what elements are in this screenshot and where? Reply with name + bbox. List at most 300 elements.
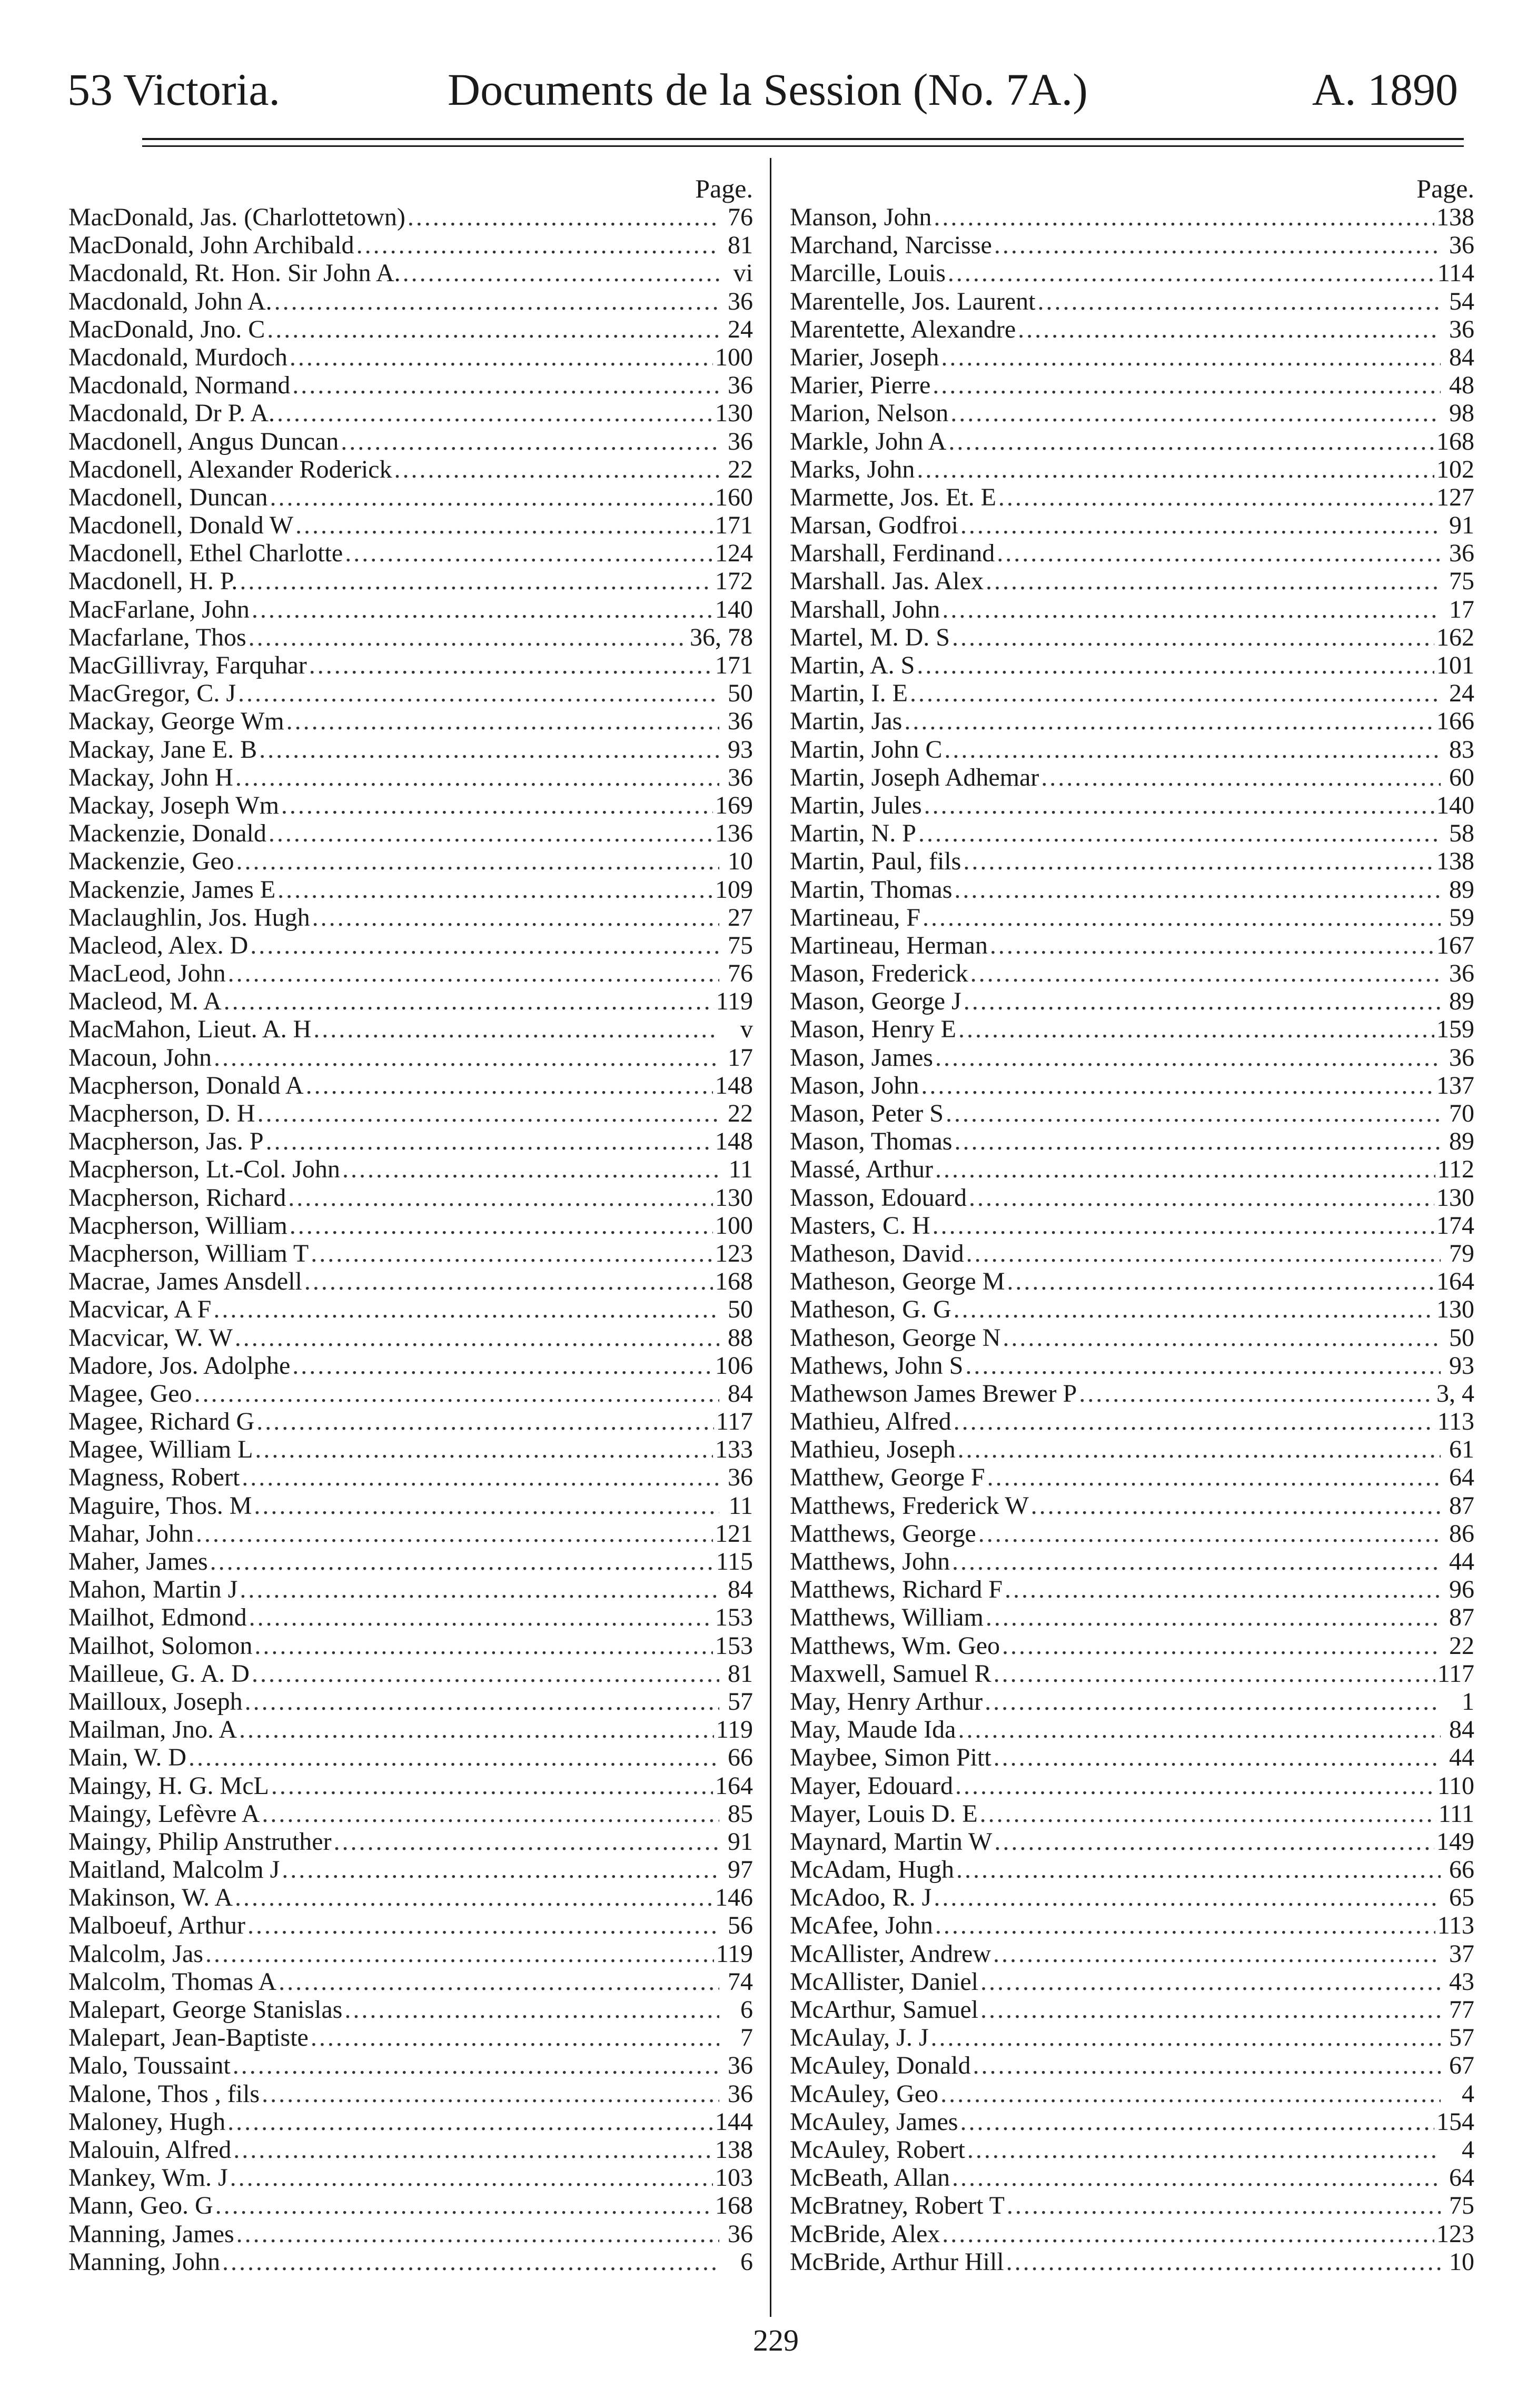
index-entry bbox=[790, 288, 1474, 315]
entry-page: 148 bbox=[715, 1127, 753, 1156]
entry-page: 61 bbox=[1449, 1435, 1474, 1464]
entry-name: Maingy, Lefèvre A bbox=[68, 1799, 260, 1828]
index-entry bbox=[790, 596, 1474, 623]
entry-name: Macdonell, H. P. bbox=[68, 567, 238, 596]
dot-leader bbox=[960, 2108, 1434, 2136]
entry-page: 113 bbox=[1437, 1408, 1474, 1436]
index-entry bbox=[790, 876, 1474, 904]
entry-name: Mailhot, Edmond bbox=[68, 1603, 247, 1632]
entry-name: Mailleue, G. A. D bbox=[68, 1659, 250, 1688]
entry-page: 114 bbox=[1437, 259, 1474, 288]
dot-leader bbox=[247, 1911, 719, 1939]
entry-page: 79 bbox=[1449, 1239, 1474, 1267]
entry-page: 97 bbox=[728, 1856, 753, 1884]
entry-page: 88 bbox=[728, 1323, 753, 1352]
index-entry bbox=[68, 399, 753, 427]
entry-page: 27 bbox=[728, 903, 753, 932]
index-entry bbox=[68, 567, 753, 595]
entry-page: 140 bbox=[715, 595, 753, 623]
entry-page: 36, 78 bbox=[690, 623, 753, 651]
entry-name: Mason, Thomas bbox=[790, 1127, 953, 1156]
index-entry bbox=[68, 1603, 753, 1631]
dot-leader bbox=[1005, 1575, 1441, 1603]
entry-page: 168 bbox=[715, 2192, 753, 2220]
entry-page: 87 bbox=[1449, 1603, 1474, 1632]
entry-page: 84 bbox=[728, 1575, 753, 1604]
entry-page: 168 bbox=[1436, 427, 1474, 455]
entry-page: 117 bbox=[1437, 1659, 1474, 1688]
index-entry bbox=[68, 1352, 753, 1380]
index-entry bbox=[68, 1380, 753, 1408]
entry-name: Manning, John bbox=[68, 2247, 220, 2276]
dot-leader bbox=[958, 1435, 1441, 1463]
header-year: A. 1890 bbox=[1312, 64, 1458, 115]
entry-page: 50 bbox=[1449, 1323, 1474, 1352]
dot-leader bbox=[277, 876, 713, 904]
dot-leader bbox=[313, 1015, 719, 1043]
entry-page: 109 bbox=[715, 875, 753, 904]
index-entry bbox=[68, 1968, 753, 1996]
dot-leader bbox=[980, 1968, 1441, 1996]
index-entry bbox=[790, 736, 1474, 764]
dot-leader bbox=[993, 1940, 1441, 1968]
index-entry bbox=[790, 1856, 1474, 1884]
entry-name: MacLeod, John bbox=[68, 959, 226, 988]
index-entry bbox=[790, 1240, 1474, 1267]
index-entry bbox=[68, 1155, 753, 1183]
entry-page: 22 bbox=[728, 455, 753, 483]
index-entry bbox=[790, 511, 1474, 539]
entry-name: Magee, William L bbox=[68, 1435, 253, 1464]
dot-leader bbox=[239, 1716, 714, 1743]
dot-leader bbox=[987, 1463, 1441, 1491]
dot-leader bbox=[240, 567, 713, 595]
dot-leader bbox=[973, 2052, 1441, 2079]
index-entry bbox=[790, 1072, 1474, 1099]
entry-name: Malepart, George Stanislas bbox=[68, 1996, 343, 2024]
entry-name: Manning, James bbox=[68, 2219, 234, 2248]
index-entry bbox=[790, 259, 1474, 287]
entry-page: 89 bbox=[1449, 987, 1474, 1016]
index-entry bbox=[790, 1632, 1474, 1660]
dot-leader bbox=[270, 483, 713, 511]
dot-leader bbox=[236, 2220, 719, 2248]
index-entry bbox=[68, 343, 753, 371]
entry-page: 115 bbox=[716, 1548, 753, 1575]
entry-page: 75 bbox=[1449, 2192, 1474, 2220]
entry-page: vi bbox=[733, 259, 753, 288]
index-entry bbox=[68, 1044, 753, 1072]
dot-leader bbox=[935, 1911, 1435, 1939]
dot-leader bbox=[1007, 2192, 1441, 2219]
dot-leader bbox=[259, 736, 719, 764]
entry-name: Macdonell, Angus Duncan bbox=[68, 427, 339, 455]
entry-page: 36 bbox=[728, 707, 753, 736]
index-entry bbox=[790, 2052, 1474, 2079]
index-entry bbox=[790, 2164, 1474, 2192]
dot-leader bbox=[334, 1828, 719, 1856]
index-entry bbox=[790, 1380, 1474, 1408]
dot-leader bbox=[311, 1240, 713, 1267]
index-entry bbox=[790, 2192, 1474, 2219]
entry-page: 160 bbox=[715, 483, 753, 511]
dot-leader bbox=[964, 987, 1441, 1015]
dot-leader bbox=[917, 651, 1434, 679]
entry-name: Masson, Edouard bbox=[790, 1183, 967, 1212]
dot-leader bbox=[227, 2108, 713, 2136]
entry-page: 36 bbox=[1449, 1043, 1474, 1072]
index-entry bbox=[790, 1352, 1474, 1380]
entry-name: Macpherson, Richard bbox=[68, 1183, 286, 1212]
entry-page: 64 bbox=[1449, 1463, 1474, 1492]
index-entry bbox=[68, 1688, 753, 1716]
index-entry bbox=[68, 231, 753, 259]
dot-leader bbox=[312, 904, 719, 932]
entry-page: 117 bbox=[716, 1408, 753, 1436]
dot-leader bbox=[931, 2024, 1441, 2052]
entry-page: 171 bbox=[715, 651, 753, 679]
index-entry bbox=[790, 231, 1474, 259]
entry-name: Malboeuf, Arthur bbox=[68, 1911, 245, 1940]
entry-name: Marks, John bbox=[790, 455, 915, 483]
entry-name: Manson, John bbox=[790, 203, 932, 231]
entry-name: Marcille, Louis bbox=[790, 259, 946, 288]
entry-page: 102 bbox=[1436, 455, 1474, 483]
entry-name: Mankey, Wm. J bbox=[68, 2164, 228, 2192]
dot-leader bbox=[1031, 1492, 1441, 1520]
dot-leader bbox=[194, 1380, 719, 1408]
entry-name: Mackay, Jane E. B bbox=[68, 735, 257, 764]
entry-page: 164 bbox=[1436, 1267, 1474, 1296]
entry-name: Mackay, Joseph Wm bbox=[68, 791, 279, 819]
index-entry bbox=[68, 315, 753, 343]
entry-name: Marier, Pierre bbox=[790, 371, 931, 400]
entry-page: 84 bbox=[1449, 343, 1474, 371]
entry-name: Marion, Nelson bbox=[790, 399, 949, 428]
dot-leader bbox=[274, 288, 719, 315]
entry-page: 75 bbox=[1449, 567, 1474, 596]
dot-leader bbox=[250, 932, 719, 959]
dot-leader bbox=[344, 1996, 719, 2024]
entry-name: Matheson, David bbox=[790, 1239, 964, 1267]
index-entry bbox=[790, 1463, 1474, 1491]
entry-page: 127 bbox=[1436, 483, 1474, 511]
dot-leader bbox=[304, 1267, 713, 1295]
entry-name: Martin, Paul, fils bbox=[790, 847, 961, 876]
entry-page: 65 bbox=[1449, 1884, 1474, 1912]
entry-page: 24 bbox=[1449, 679, 1474, 708]
index-entry bbox=[68, 1856, 753, 1884]
index-entry bbox=[790, 1716, 1474, 1743]
index-entry bbox=[790, 428, 1474, 455]
entry-page: 110 bbox=[1437, 1771, 1474, 1800]
index-entry bbox=[790, 1688, 1474, 1716]
index-entry bbox=[790, 2136, 1474, 2164]
entry-page: 6 bbox=[740, 2247, 753, 2276]
entry-name: Matthew, George F bbox=[790, 1463, 985, 1492]
entry-name: Malcolm, Thomas A bbox=[68, 1967, 277, 1996]
entry-name: Matheson, George M bbox=[790, 1267, 1005, 1296]
index-entry bbox=[790, 679, 1474, 707]
entry-page: 84 bbox=[1449, 1716, 1474, 1744]
entry-page: 76 bbox=[728, 203, 753, 231]
dot-leader bbox=[222, 2248, 719, 2276]
entry-name: Marentette, Alexandre bbox=[790, 315, 1016, 343]
entry-name: Mailman, Jno. A bbox=[68, 1716, 237, 1744]
index-entry bbox=[790, 707, 1474, 735]
dot-leader bbox=[1002, 1632, 1441, 1660]
entry-name: Martin, Jas bbox=[790, 707, 903, 736]
dot-leader bbox=[1003, 1324, 1441, 1352]
index-entry bbox=[790, 2220, 1474, 2248]
index-entry bbox=[790, 1772, 1474, 1800]
dot-leader bbox=[954, 876, 1441, 904]
index-entry bbox=[68, 1127, 753, 1155]
index-entry bbox=[790, 2080, 1474, 2108]
entry-page: 130 bbox=[1436, 1183, 1474, 1212]
entry-name: Makinson, W. A bbox=[68, 1884, 233, 1912]
entry-name: Matthews, Frederick W bbox=[790, 1491, 1029, 1520]
entry-page: 172 bbox=[715, 567, 753, 596]
index-entry bbox=[68, 651, 753, 679]
index-entry bbox=[790, 1155, 1474, 1183]
index-entry bbox=[68, 371, 753, 399]
dot-leader bbox=[245, 1688, 719, 1716]
dot-leader bbox=[345, 539, 713, 567]
index-entry bbox=[790, 847, 1474, 875]
entry-page: 153 bbox=[715, 1603, 753, 1632]
index-entry bbox=[790, 1044, 1474, 1072]
dot-leader bbox=[240, 1575, 719, 1603]
index-entry bbox=[68, 904, 753, 932]
entry-name: Mahar, John bbox=[68, 1519, 194, 1548]
index-entry bbox=[68, 1463, 753, 1491]
entry-name: MacDonald, Jno. C bbox=[68, 315, 265, 343]
index-column-right bbox=[790, 174, 1474, 2276]
dot-leader bbox=[980, 1996, 1441, 2024]
index-entry bbox=[790, 932, 1474, 959]
dot-leader bbox=[252, 1660, 719, 1688]
entry-name: MacGregor, C. J bbox=[68, 679, 236, 708]
entry-name: Maloney, Hugh bbox=[68, 2107, 226, 2136]
header-rule-bottom bbox=[142, 145, 1464, 147]
dot-leader bbox=[958, 1015, 1434, 1043]
entry-page: 119 bbox=[716, 1716, 753, 1744]
entry-name: Magee, Geo bbox=[68, 1379, 192, 1408]
entry-name: McAuley, Geo bbox=[790, 2079, 939, 2108]
entry-name: Macdonald, Murdoch bbox=[68, 343, 287, 371]
entry-name: McArthur, Samuel bbox=[790, 1996, 979, 2024]
entry-name: Mackenzie, James E bbox=[68, 875, 276, 904]
entry-page: 121 bbox=[715, 1519, 753, 1548]
index-entry-list bbox=[790, 203, 1474, 2276]
entry-name: Mahon, Martin J bbox=[68, 1575, 238, 1604]
index-entry bbox=[790, 791, 1474, 819]
index-entry bbox=[68, 1267, 753, 1295]
dot-leader bbox=[944, 736, 1441, 764]
entry-name: Matthews, Wm. Geo bbox=[790, 1631, 1000, 1660]
dot-leader bbox=[954, 1127, 1441, 1155]
dot-leader bbox=[942, 2220, 1434, 2248]
entry-page: 67 bbox=[1449, 2052, 1474, 2080]
index-entry bbox=[790, 904, 1474, 932]
entry-page: 130 bbox=[1436, 1295, 1474, 1324]
dot-leader bbox=[255, 1435, 713, 1463]
index-entry bbox=[68, 2248, 753, 2276]
dot-leader bbox=[233, 2136, 713, 2164]
dot-leader bbox=[1006, 2248, 1441, 2276]
entry-name: Magee, Richard G bbox=[68, 1408, 255, 1436]
entry-page: 37 bbox=[1449, 1939, 1474, 1968]
entry-name: McAuley, Donald bbox=[790, 2052, 971, 2080]
index-entry bbox=[790, 1828, 1474, 1856]
index-entry bbox=[68, 679, 753, 707]
entry-page: 138 bbox=[1436, 203, 1474, 231]
index-entry bbox=[68, 288, 753, 315]
entry-page: 96 bbox=[1449, 1575, 1474, 1604]
entry-page: 98 bbox=[1449, 399, 1474, 428]
index-entry bbox=[790, 1184, 1474, 1212]
entry-name: Macpherson, William T bbox=[68, 1239, 309, 1267]
entry-page: 91 bbox=[728, 1827, 753, 1856]
dot-leader bbox=[955, 1772, 1435, 1800]
entry-name: Maybee, Simon Pitt bbox=[790, 1743, 991, 1772]
entry-page: 10 bbox=[1449, 2247, 1474, 2276]
entry-name: Macdonell, Duncan bbox=[68, 483, 268, 511]
entry-name: Marsan, Godfroi bbox=[790, 511, 958, 540]
dot-leader bbox=[921, 1072, 1434, 1099]
dot-leader bbox=[986, 1603, 1441, 1631]
entry-page: 100 bbox=[715, 1211, 753, 1240]
dot-leader bbox=[394, 455, 719, 483]
entry-page: 154 bbox=[1436, 2107, 1474, 2136]
entry-name: McBride, Alex bbox=[790, 2219, 940, 2248]
entry-name: Mayer, Louis D. E bbox=[790, 1799, 978, 1828]
index-entry bbox=[790, 1603, 1474, 1631]
entry-page: 89 bbox=[1449, 1127, 1474, 1156]
index-entry bbox=[790, 1996, 1474, 2024]
entry-page: 171 bbox=[715, 511, 753, 540]
index-entry bbox=[68, 736, 753, 764]
entry-page: 93 bbox=[728, 735, 753, 764]
entry-page: 43 bbox=[1449, 1967, 1474, 1996]
entry-name: McAuley, Robert bbox=[790, 2135, 965, 2164]
index-entry bbox=[68, 1660, 753, 1688]
entry-page: v bbox=[740, 1015, 753, 1044]
entry-name: Mackay, John H bbox=[68, 763, 233, 791]
entry-name: Macpherson, Jas. P bbox=[68, 1127, 264, 1156]
entry-page: 36 bbox=[1449, 231, 1474, 260]
entry-name: Macrae, James Ansdell bbox=[68, 1267, 302, 1296]
dot-leader bbox=[948, 428, 1434, 455]
dot-leader bbox=[277, 399, 713, 427]
dot-leader bbox=[933, 371, 1441, 399]
entry-page: 91 bbox=[1449, 511, 1474, 540]
dot-leader bbox=[952, 2164, 1441, 2192]
index-entry bbox=[68, 791, 753, 819]
dot-leader bbox=[967, 2136, 1441, 2164]
entry-name: Martin, John C bbox=[790, 735, 943, 764]
entry-name: Magness, Robert bbox=[68, 1463, 240, 1492]
entry-page: 75 bbox=[728, 931, 753, 959]
entry-name: Madore, Jos. Adolphe bbox=[68, 1351, 291, 1380]
entry-page: 164 bbox=[715, 1771, 753, 1800]
entry-page: 144 bbox=[715, 2107, 753, 2136]
dot-leader bbox=[228, 959, 719, 987]
entry-name: Mason, James bbox=[790, 1043, 933, 1072]
entry-page: 56 bbox=[728, 1911, 753, 1940]
dot-leader bbox=[934, 203, 1434, 231]
entry-page: 36 bbox=[728, 287, 753, 315]
entry-name: Main, W. D bbox=[68, 1743, 187, 1772]
entry-name: McBride, Arthur Hill bbox=[790, 2247, 1004, 2276]
index-entry bbox=[68, 2080, 753, 2108]
entry-name: Mackay, George Wm bbox=[68, 707, 284, 736]
entry-name: Macpherson, D. H bbox=[68, 1099, 255, 1127]
entry-name: Matthews, William bbox=[790, 1603, 984, 1632]
entry-name: Maitland, Malcolm J bbox=[68, 1856, 280, 1884]
entry-page: 11 bbox=[728, 1155, 753, 1184]
index-entry bbox=[790, 539, 1474, 567]
dot-leader bbox=[965, 1352, 1441, 1380]
entry-name: Mayer, Edouard bbox=[790, 1771, 953, 1800]
dot-leader bbox=[341, 428, 719, 455]
index-entry bbox=[790, 651, 1474, 679]
dot-leader bbox=[994, 1660, 1435, 1688]
index-entry bbox=[68, 876, 753, 904]
header-session-year: 53 Victoria. bbox=[67, 64, 281, 115]
entry-name: Macpherson, William bbox=[68, 1211, 287, 1240]
entry-name: Macdonald, Dr P. A. bbox=[68, 399, 275, 428]
entry-page: 57 bbox=[1449, 2024, 1474, 2052]
index-entry bbox=[790, 1575, 1474, 1603]
index-entry bbox=[790, 1267, 1474, 1295]
index-entry bbox=[68, 932, 753, 959]
entry-page: 87 bbox=[1449, 1491, 1474, 1520]
index-entry bbox=[790, 1099, 1474, 1127]
index-entry bbox=[68, 596, 753, 623]
entry-name: McAulay, J. J bbox=[790, 2024, 929, 2052]
dot-leader bbox=[958, 1716, 1441, 1743]
entry-page: 111 bbox=[1438, 1799, 1474, 1828]
index-entry bbox=[68, 1099, 753, 1127]
index-entry bbox=[68, 764, 753, 791]
dot-leader bbox=[290, 1212, 713, 1240]
entry-page: 36 bbox=[1449, 959, 1474, 988]
entry-name: Marchand, Narcisse bbox=[790, 231, 992, 260]
page-number: 229 bbox=[753, 2323, 799, 2357]
index-entry bbox=[68, 819, 753, 847]
index-entry bbox=[790, 1660, 1474, 1688]
dot-leader bbox=[978, 1520, 1441, 1548]
entry-name: Martin, I. E bbox=[790, 679, 908, 708]
entry-name: Martin, N. P bbox=[790, 819, 916, 848]
index-entry bbox=[68, 1295, 753, 1323]
index-entry bbox=[68, 428, 753, 455]
dot-leader bbox=[210, 1548, 714, 1575]
index-entry bbox=[790, 567, 1474, 595]
entry-page: 123 bbox=[715, 1239, 753, 1267]
entry-page: 124 bbox=[715, 539, 753, 568]
entry-name: Mathieu, Joseph bbox=[790, 1435, 956, 1464]
dot-leader bbox=[1018, 315, 1441, 343]
entry-name: May, Henry Arthur bbox=[790, 1687, 983, 1716]
entry-name: Maguire, Thos. M bbox=[68, 1491, 252, 1520]
dot-leader bbox=[233, 2052, 719, 2079]
index-column-left bbox=[68, 174, 753, 2276]
entry-page: 133 bbox=[715, 1435, 753, 1464]
entry-page: 138 bbox=[1436, 847, 1474, 876]
